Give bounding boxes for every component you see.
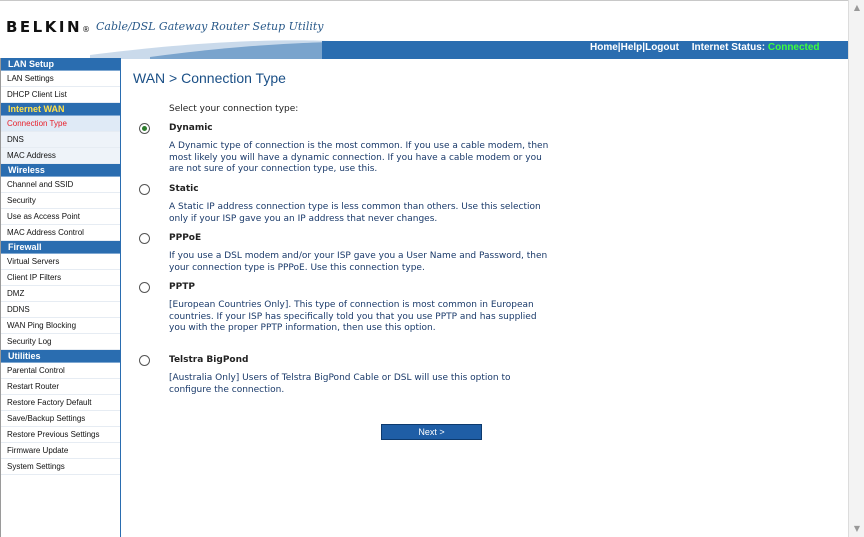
sidebar-item-restore-factory-default[interactable]: Restore Factory Default <box>1 395 120 411</box>
sidebar-section-internet-wan[interactable]: Internet WAN <box>1 103 120 116</box>
option-description: If you use a DSL modem and/or your ISP gave you a User Name and Password, then your connection type is PPPoE. Use this connection type. <box>169 251 548 273</box>
link-separator: | <box>617 42 621 53</box>
brand-subtitle: Cable/DSL Gateway Router Setup Utility <box>96 20 324 33</box>
internet-status-value: Connected <box>767 42 820 53</box>
option-description: [Australia Only] Users of Telstra BigPond Cable or DSL will use this option to configure the connection. <box>169 373 511 395</box>
sidebar-item-restart-router[interactable]: Restart Router <box>1 379 120 395</box>
sidebar-item-ddns[interactable]: DDNS <box>1 302 120 318</box>
help-link[interactable]: Help <box>620 42 643 53</box>
sidebar-item-firmware-update[interactable]: Firmware Update <box>1 443 120 459</box>
header-links <box>590 42 820 53</box>
main-content <box>121 58 848 537</box>
radio-pptp[interactable] <box>139 282 150 293</box>
sidebar-item-mac-address-control[interactable]: MAC Address Control <box>1 225 120 241</box>
sidebar-item-system-settings[interactable]: System Settings <box>1 459 120 475</box>
internet-status-label: Internet Status: <box>691 42 766 53</box>
sidebar-item-mac-address[interactable]: MAC Address <box>1 148 120 164</box>
option-title: Telstra BigPond <box>169 355 249 365</box>
sidebar-item-security-log[interactable]: Security Log <box>1 334 120 350</box>
option-title: PPTP <box>169 282 195 292</box>
sidebar-item-save-backup-settings[interactable]: Save/Backup Settings <box>1 411 120 427</box>
sidebar-item-dhcp-client-list[interactable]: DHCP Client List <box>1 87 120 103</box>
sidebar-item-lan-settings[interactable]: LAN Settings <box>1 71 120 87</box>
page-title: WAN > Connection Type <box>133 70 286 86</box>
header <box>0 0 848 58</box>
sidebar-item-virtual-servers[interactable]: Virtual Servers <box>1 254 120 270</box>
option-description: [European Countries Only]. This type of connection is most common in European countries. If your ISP has specifically told you that you use PPTP and has supplied you with the proper PPTP information, then use this option. <box>169 300 537 333</box>
sidebar-item-connection-type[interactable]: Connection Type <box>1 116 120 132</box>
vertical-scrollbar[interactable] <box>848 0 864 537</box>
scroll-down-arrow-icon[interactable]: ▼ <box>853 524 861 533</box>
option-title: Dynamic <box>169 123 213 133</box>
radio-static[interactable] <box>139 184 150 195</box>
sidebar-section-firewall[interactable]: Firewall <box>1 241 120 254</box>
connection-type-prompt: Select your connection type: <box>169 104 299 114</box>
link-separator: | <box>642 42 646 53</box>
sidebar-section-wireless[interactable]: Wireless <box>1 164 120 177</box>
radio-dynamic[interactable] <box>139 123 150 134</box>
home-link[interactable]: Home <box>590 42 618 53</box>
option-title: PPPoE <box>169 233 202 243</box>
sidebar-item-restore-previous-settings[interactable]: Restore Previous Settings <box>1 427 120 443</box>
sidebar-item-security[interactable]: Security <box>1 193 120 209</box>
sidebar-item-dns[interactable]: DNS <box>1 132 120 148</box>
logout-link[interactable]: Logout <box>645 42 679 53</box>
radio-pppoe[interactable] <box>139 233 150 244</box>
sidebar-item-wan-ping-blocking[interactable]: WAN Ping Blocking <box>1 318 120 334</box>
option-description: A Dynamic type of connection is the most common. If you use a cable modem, then most likely you will have a dynamic connection. If you have a cable modem or you are not sure of your connection type, use this. <box>169 141 549 174</box>
sidebar-section-lan-setup[interactable]: LAN Setup <box>1 58 120 71</box>
sidebar-item-channel-ssid[interactable]: Channel and SSID <box>1 177 120 193</box>
brand-logo: BELKIN® <box>6 18 90 36</box>
sidebar-section-utilities[interactable]: Utilities <box>1 350 120 363</box>
sidebar-item-parental-control[interactable]: Parental Control <box>1 363 120 379</box>
option-title: Static <box>169 184 199 194</box>
scroll-up-arrow-icon[interactable]: ▲ <box>853 3 861 12</box>
sidebar-item-client-ip-filters[interactable]: Client IP Filters <box>1 270 120 286</box>
sidebar-item-dmz[interactable]: DMZ <box>1 286 120 302</box>
sidebar-nav <box>0 58 121 537</box>
radio-telstra-bigpond[interactable] <box>139 355 150 366</box>
option-description: A Static IP address connection type is less common than others. Use this selection only if your ISP gave you an IP address that never changes. <box>169 202 541 224</box>
next-button[interactable]: Next > <box>381 424 482 440</box>
sidebar-item-access-point[interactable]: Use as Access Point <box>1 209 120 225</box>
